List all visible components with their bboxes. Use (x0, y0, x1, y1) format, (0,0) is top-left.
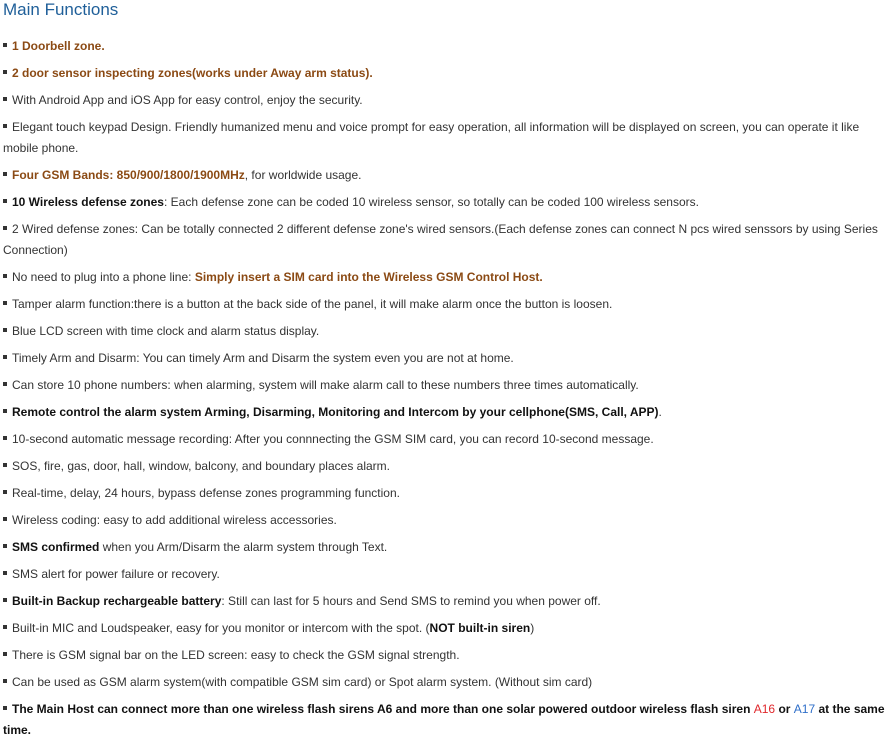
square-bullet-icon (3, 172, 7, 176)
feature-item (3, 165, 891, 186)
feature-item (3, 591, 891, 612)
feature-item (3, 219, 891, 261)
feature-item (3, 699, 891, 741)
feature-text-segment: Built-in Backup rechargeable battery (12, 594, 222, 608)
feature-text-segment: Tamper alarm function:there is a button at the back side of the panel, it will make alarm once the button is loosen. (12, 297, 613, 311)
square-bullet-icon (3, 706, 7, 710)
square-bullet-icon (3, 97, 7, 101)
feature-text-segment: Built-in MIC and Loudspeaker, easy for you monitor or intercom with the spot. ( (12, 621, 430, 635)
feature-list (3, 36, 891, 742)
feature-item (3, 456, 891, 477)
feature-text-segment: A17 (793, 702, 816, 716)
feature-text-segment: at the same time. (3, 702, 888, 737)
feature-text-segment: Can store 10 phone numbers: when alarming, system will make alarm call to these numbers three times automatically. (12, 378, 639, 392)
feature-text-segment: 2 Wired defense zones: Can be totally connected 2 different defense zone's wired sensors.(Each defense zones can connect N pcs wired senssors by using Series Connection) (3, 222, 882, 257)
feature-item (3, 429, 891, 450)
feature-text-segment: or (775, 702, 794, 716)
square-bullet-icon (3, 274, 7, 278)
feature-item (3, 645, 891, 666)
square-bullet-icon (3, 490, 7, 494)
feature-text-segment: There is GSM signal bar on the LED screen: easy to check the GSM signal strength. (12, 648, 460, 662)
square-bullet-icon (3, 382, 7, 386)
square-bullet-icon (3, 463, 7, 467)
feature-item (3, 375, 891, 396)
feature-text-segment: 10 Wireless defense zones (12, 195, 164, 209)
feature-text-segment: 2 door sensor inspecting zones(works under Away arm status). (12, 66, 373, 80)
feature-text-segment: when you Arm/Disarm the alarm system through Text. (99, 540, 388, 554)
feature-item (3, 267, 891, 288)
square-bullet-icon (3, 70, 7, 74)
square-bullet-icon (3, 409, 7, 413)
feature-text-segment: , for worldwide usage. (244, 168, 362, 182)
feature-text-segment: Real-time, delay, 24 hours, bypass defense zones programming function. (12, 486, 400, 500)
feature-text-segment: : Still can last for 5 hours and Send SMS to remind you when power off. (221, 594, 601, 608)
feature-text-segment: 1 Doorbell zone. (12, 39, 105, 53)
square-bullet-icon (3, 43, 7, 47)
square-bullet-icon (3, 652, 7, 656)
square-bullet-icon (3, 625, 7, 629)
feature-item (3, 192, 891, 213)
square-bullet-icon (3, 571, 7, 575)
feature-text-segment: Wireless coding: easy to add additional wireless accessories. (12, 513, 337, 527)
feature-text-segment: SOS, fire, gas, door, hall, window, balcony, and boundary places alarm. (12, 459, 390, 473)
square-bullet-icon (3, 355, 7, 359)
square-bullet-icon (3, 301, 7, 305)
feature-text-segment: No need to plug into a phone line: (12, 270, 195, 284)
feature-item (3, 564, 891, 585)
feature-text-segment: 10-second automatic message recording: After you connnecting the GSM SIM card, you can record 10-second message. (12, 432, 654, 446)
square-bullet-icon (3, 328, 7, 332)
square-bullet-icon (3, 598, 7, 602)
feature-text-segment: Four GSM Bands: 850/900/1800/1900MHz (12, 168, 245, 182)
feature-item (3, 117, 891, 159)
square-bullet-icon (3, 226, 7, 230)
feature-item (3, 63, 891, 84)
square-bullet-icon (3, 436, 7, 440)
feature-item (3, 402, 891, 423)
square-bullet-icon (3, 199, 7, 203)
feature-text-segment: . (658, 405, 662, 419)
square-bullet-icon (3, 544, 7, 548)
feature-text-segment: SMS confirmed (12, 540, 100, 554)
feature-text-segment: Simply insert a SIM card into the Wireless GSM Control Host. (194, 270, 543, 284)
feature-item (3, 348, 891, 369)
feature-text-segment: ) (530, 621, 535, 635)
square-bullet-icon (3, 679, 7, 683)
feature-text-segment: Elegant touch keypad Design. Friendly humanized menu and voice prompt for easy operation, all information will be displayed on screen, you can operate it like mobile phone. (3, 120, 863, 155)
feature-text-segment: Blue LCD screen with time clock and alarm status display. (12, 324, 320, 338)
feature-text-segment: Remote control the alarm system Arming, Disarming, Monitoring and Intercom by your cellphone(SMS, Call, APP) (12, 405, 659, 419)
feature-item (3, 36, 891, 57)
square-bullet-icon (3, 124, 7, 128)
square-bullet-icon (3, 517, 7, 521)
page-title: Main Functions (3, 0, 119, 19)
feature-text-segment: Can be used as GSM alarm system(with compatible GSM sim card) or Spot alarm system. (Without sim card) (12, 675, 593, 689)
feature-item (3, 618, 891, 639)
feature-text-segment: : Each defense zone can be coded 10 wireless sensor, so totally can be coded 100 wireless sensors. (163, 195, 699, 209)
feature-text-segment: With Android App and iOS App for easy control, enjoy the security. (12, 93, 363, 107)
feature-item (3, 672, 891, 693)
feature-item (3, 510, 891, 531)
feature-text-segment: Timely Arm and Disarm: You can timely Arm and Disarm the system even you are not at home. (12, 351, 514, 365)
feature-text-segment: NOT built-in siren (429, 621, 531, 635)
feature-item (3, 537, 891, 558)
feature-item (3, 294, 891, 315)
feature-item (3, 90, 891, 111)
feature-text-segment: A16 (753, 702, 776, 716)
feature-item (3, 321, 891, 342)
feature-item (3, 483, 891, 504)
feature-text-segment: The Main Host can connect more than one wireless flash sirens A6 and more than one solar powered outdoor wireless flash siren (12, 702, 754, 716)
feature-text-segment: SMS alert for power failure or recovery. (12, 567, 220, 581)
